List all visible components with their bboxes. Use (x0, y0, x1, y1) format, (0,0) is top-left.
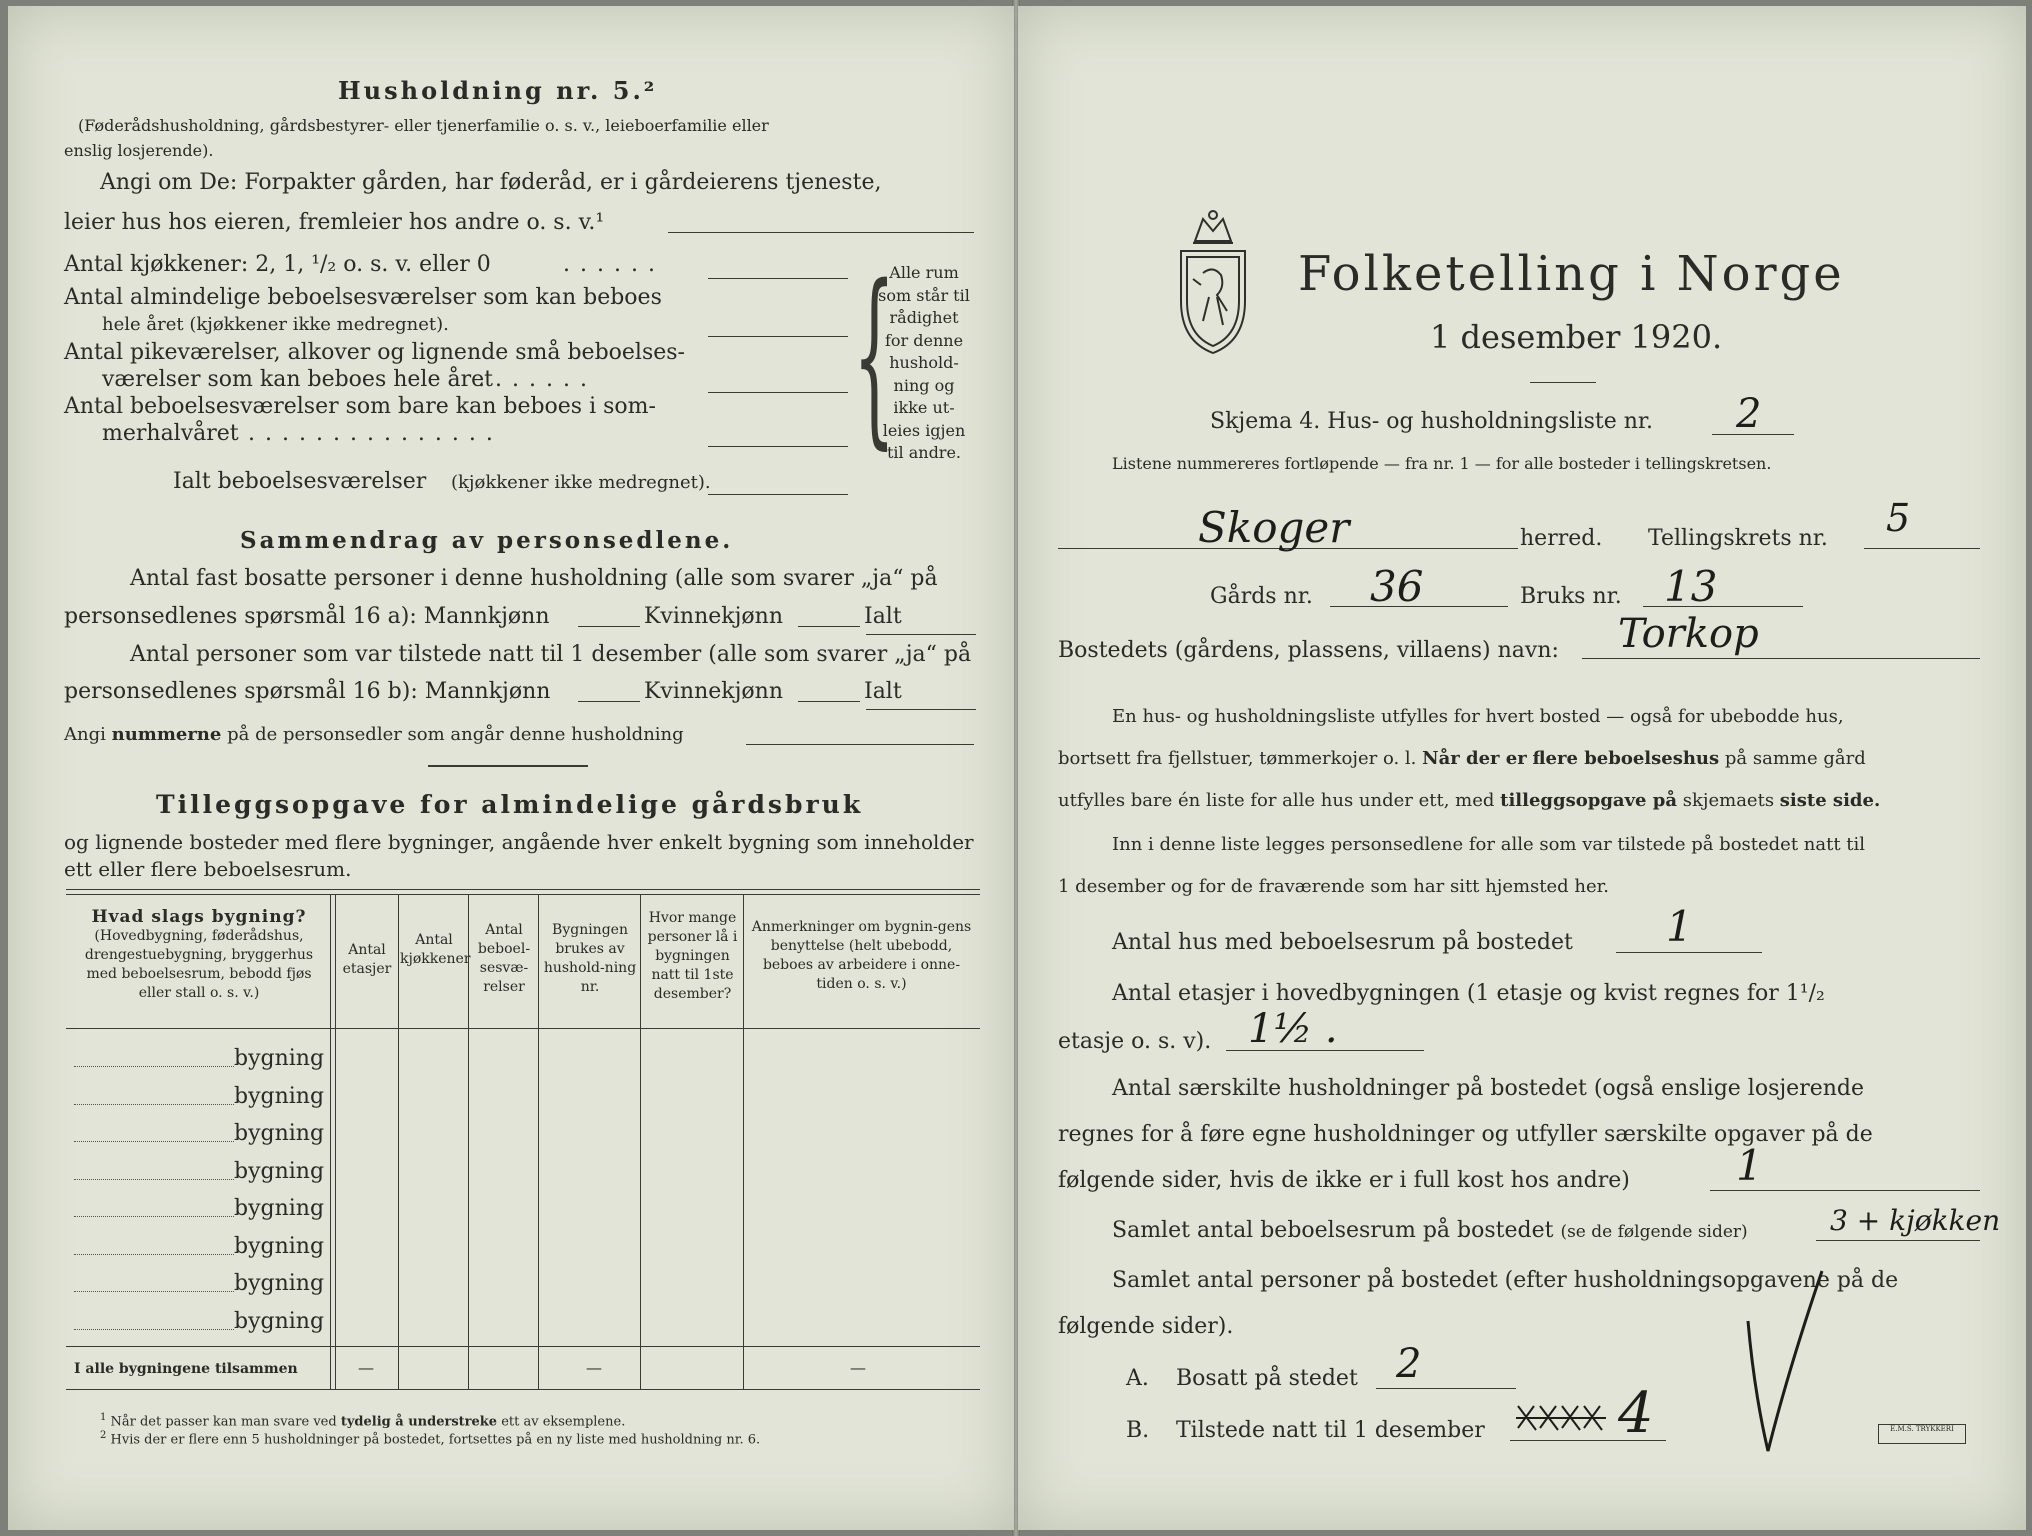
right-page (1018, 6, 2026, 1530)
angi-nummer-b: nummerne (111, 724, 222, 745)
fast-bosatte-line-1: Antal fast bosatte personer i denne husholdning (alle som svarer „ja“ på (130, 566, 938, 591)
footnote-1-b: tydelig å understreke (340, 1414, 498, 1430)
gards-value: 36 (1370, 562, 1424, 611)
instruction-3c: skjemaets (1682, 790, 1775, 811)
bruks-label: Bruks nr. (1520, 584, 1622, 609)
angi-answer-line (668, 232, 974, 233)
col-header-etasjer: Antal etasjer (342, 942, 392, 977)
tilstede-value: 4 (1618, 1381, 1654, 1446)
instruction-2a: bortsett fra fjellstuer, tømmerkojer o. l. (1058, 748, 1417, 769)
total-dash: — (850, 1358, 866, 1377)
total-dash: — (358, 1358, 374, 1377)
table-row-label: bygning (234, 1083, 325, 1109)
tilstede-ialt-line (866, 709, 976, 710)
table-col-divider (743, 894, 744, 1389)
sammendrag-title: Sammendrag av personsedlene. (240, 527, 734, 554)
table-bottom-rule (66, 1389, 980, 1390)
fast-ialt-line (866, 634, 976, 635)
tilstede-line-2: personsedlenes spørsmål 16 b): Mannkjønn (64, 679, 551, 704)
brace-note-line: ning og (893, 375, 955, 395)
husholdning-desc-2: enslig losjerende). (64, 141, 214, 160)
brace-note-line: til andre. (886, 443, 962, 462)
listene-note: Listene nummereres fortløpende — fra nr. 1 — for alle bosteder i tellingskretsen. (1112, 454, 1772, 473)
table-col-divider (468, 894, 469, 1389)
sommer-label-2: merhalvåret (102, 421, 239, 446)
col-header-vaerelser: Antal beboel-sesvæ-relser (477, 922, 531, 995)
col-header-anmerk: Anmerkninger om bygnin-gens benyttelse (helt ubebodd, beboes av arbeidere i onne-tiden o. s. v.) (751, 919, 972, 992)
instruction-line-1: En hus- og husholdningsliste utfylles for hvert bosted — også for ubebodde hus, (1112, 706, 1844, 727)
fast-mann-line (578, 626, 640, 627)
tilstede-line-1: Antal personer som var tilstede natt til 1 desember (alle som svarer „ja“ på (130, 642, 972, 667)
col-header-brukes: Bygningen brukes av hushold-ning nr. (543, 922, 637, 995)
sommer-dots: ............... (248, 421, 503, 446)
table-top-rule-2 (66, 894, 980, 895)
fast-bosatte-line-2: personsedlenes spørsmål 16 a): Mannkjønn (64, 604, 550, 629)
table-row-label: bygning (234, 1233, 325, 1259)
herred-value: Skoger (1198, 503, 1350, 552)
husholdning-desc: (Føderådshusholdning, gårdsbestyrer- eller tjenerfamilie o. s. v., leieboerfamilie eller (78, 116, 769, 135)
col-header-personer: Hvor mange personer lå i bygningen natt til 1ste desember? (647, 910, 738, 1002)
table-row-label: bygning (234, 1046, 325, 1071)
col-header-hvad (68, 908, 330, 1003)
saerskilte-label-1: Antal særskilte husholdninger på bostedet (også enslige losjerende (1112, 1076, 1865, 1101)
footnote-2-mark: 2 (100, 1430, 107, 1441)
form-title: Folketelling i Norge (1298, 246, 1845, 302)
saerskilte-value: 1 (1736, 1141, 1763, 1190)
sommer-answer-line (708, 446, 848, 447)
tillegg-line-1: og lignende bosteder med flere bygninger, angående hver enkelt bygning som inneholder (64, 830, 974, 854)
antal-etasjer-label-2: etasje o. s. v). (1058, 1029, 1212, 1054)
pike-answer-line (708, 392, 848, 393)
brace-note-line: rådighet (889, 308, 959, 327)
bosatt-answer-line (1376, 1388, 1516, 1389)
footnote-1-c: ett av eksemplene. (501, 1414, 626, 1430)
left-page (8, 6, 1014, 1530)
instruction-2c: flere beboelseshus (1532, 748, 1720, 769)
table-col-divider (538, 894, 539, 1389)
sommer-label: Antal beboelsesværelser som bare kan beboes i som- (64, 394, 656, 419)
table-row-label: bygning (234, 1196, 325, 1221)
angi-line-2: leier hus hos eieren, fremleier hos andre o. s. v.¹ (64, 210, 605, 235)
row-dotted-line (74, 1179, 234, 1180)
antal-hus-value: 1 (1666, 902, 1693, 951)
bosatt-letter: A. (1126, 1366, 1149, 1391)
tilstede-letter: B. (1126, 1418, 1150, 1443)
row-dotted-line (74, 1329, 234, 1330)
angi-nummer-c: på de personsedler som angår denne husholdning (227, 724, 684, 745)
samlet-personer-label-2: følgende sider). (1058, 1314, 1234, 1339)
brace-note-line: som står til (878, 285, 970, 305)
angi-nummer-line (746, 744, 974, 745)
form-date: 1 desember 1920. (1430, 318, 1723, 356)
kjokkener-label: Antal kjøkkener: 2, 1, ¹/₂ o. s. v. eller 0 (64, 252, 491, 277)
row-dotted-line (74, 1291, 234, 1292)
table-col-divider (330, 894, 331, 1389)
antal-hus-label: Antal hus med beboelsesrum på bostedet (1112, 930, 1573, 955)
pike-dots: ....... (478, 367, 597, 392)
skjema-label: Skjema 4. Hus- og husholdningsliste nr. (1210, 409, 1653, 434)
instruction-line-5: 1 desember og for de fraværende som har sitt hjemsted her. (1058, 876, 1609, 897)
almindelige-label-2: hele året (kjøkkener ikke medregnet). (102, 314, 449, 335)
tillegg-title: Tilleggsopgave for almindelige gårdsbruk (156, 790, 864, 819)
antal-etasjer-value: 1½ . (1248, 1006, 1338, 1052)
tellingskrets-label: Tellingskrets nr. (1648, 526, 1828, 551)
table-total-rule (66, 1346, 980, 1347)
antal-hus-answer-line (1616, 952, 1762, 953)
almindelige-label: Antal almindelige beboelsesværelser som kan beboes (64, 285, 662, 310)
crossed-out-writing-icon (1514, 1398, 1624, 1438)
bruks-value: 13 (1664, 562, 1718, 611)
saerskilte-label-3: følgende sider, hvis de ikke er i full kost hos andre) (1058, 1168, 1630, 1193)
table-header-rule (66, 1028, 980, 1029)
tilstede-kvinne-label: Kvinnekjønn (644, 679, 783, 704)
gards-label: Gårds nr. (1210, 584, 1313, 609)
bostedets-label: Bostedets (gårdens, plassens, villaens) navn: (1058, 638, 1559, 663)
footnote-2: Hvis der er flere enn 5 husholdninger på bostedet, fortsettes på en ny liste med husholdning nr. 6. (110, 1432, 761, 1448)
almindelige-answer-line (708, 336, 848, 337)
bosted-answer-line (1582, 658, 1980, 659)
saerskilte-label-2: regnes for å føre egne husholdninger og utfyller særskilte opgaver på de (1058, 1122, 1873, 1147)
pike-label: Antal pikeværelser, alkover og lignende små beboelses- (64, 340, 685, 365)
skjema-nr-value: 2 (1736, 391, 1762, 437)
total-dash: — (586, 1358, 602, 1377)
bosatt-value: 2 (1396, 1341, 1422, 1387)
instruction-3a: utfylles bare én liste for alle hus under ett, med (1058, 790, 1495, 811)
ialt-note: (kjøkkener ikke medregnet). (451, 472, 711, 493)
samlet-rum-note: (se de følgende sider) (1560, 1222, 1748, 1242)
brace-note (874, 262, 974, 465)
brace-note-line: hushold- (889, 353, 959, 372)
table-col-divider (398, 894, 399, 1389)
fast-kvinne-line (798, 626, 860, 627)
brace-note-line: for denne (884, 330, 964, 350)
kjokkener-dots: ...... (563, 252, 665, 277)
tilstede-mann-line (578, 701, 640, 702)
saerskilte-answer-line (1710, 1190, 1980, 1191)
instruction-line-4: Inn i denne liste legges personsedlene for alle som var tilstede på bostedet natt til (1112, 834, 1866, 855)
samlet-rum-value: 3 + kjøkken (1830, 1204, 2001, 1237)
instruction-3d: siste side. (1779, 790, 1881, 811)
footnote-1-a: Når det passer kan man svare ved (110, 1414, 337, 1430)
col-header-kjokkener: Antal kjøkkener (400, 932, 471, 967)
samlet-rum-answer-line (1816, 1240, 1980, 1241)
tellingskrets-answer-line (1864, 548, 1980, 549)
col-header-hvad-title: Hvad slags bygning? (91, 907, 307, 927)
table-top-rule (66, 889, 980, 890)
col-header-hvad-desc: (Hovedbygning, føderådshus, drengestuebygning, bryggerhus med beboelsesrum, bebodd fjøs eller stall o. s. v.) (84, 928, 314, 1001)
fast-kvinne-label: Kvinnekjønn (644, 604, 783, 629)
samlet-rum-label: Samlet antal beboelsesrum på bostedet (1112, 1218, 1554, 1243)
row-dotted-line (74, 1216, 234, 1217)
bosatt-label: Bosatt på stedet (1176, 1366, 1358, 1391)
husholdning-title: Husholdning nr. 5.² (338, 76, 658, 105)
printer-stamp: E.M.S. TRYKKERI (1878, 1424, 1966, 1444)
table-col-divider (640, 894, 641, 1389)
row-dotted-line (74, 1141, 234, 1142)
bosted-value: Torkop (1618, 611, 1759, 657)
brace-note-line: leies igjen (882, 420, 966, 440)
table-row-label: bygning (234, 1158, 325, 1184)
brace-icon: { (853, 245, 896, 466)
handwritten-check-mark-icon (1738, 1261, 1828, 1461)
antal-etasjer-label: Antal etasjer i hovedbygningen (1 etasje og kvist regnes for 1¹/₂ (1112, 981, 1825, 1006)
footnote-1-mark: 1 (100, 1412, 107, 1423)
angi-nummer-a: Angi (64, 724, 106, 745)
row-dotted-line (74, 1104, 234, 1105)
herred-label: herred. (1520, 526, 1603, 551)
row-dotted-line (74, 1066, 234, 1067)
tilstede-kvinne-line (798, 701, 860, 702)
tillegg-line-2: ett eller flere beboelsesrum. (64, 857, 352, 881)
norway-coat-of-arms-icon (1173, 201, 1253, 357)
table-row-label: bygning (234, 1121, 325, 1146)
pike-label-2: værelser som kan beboes hele året (102, 367, 493, 392)
kjokkener-answer-line (708, 278, 848, 279)
tilstede-ialt-label: Ialt (864, 679, 902, 704)
title-divider (1530, 382, 1596, 383)
tilstede-label: Tilstede natt til 1 desember (1176, 1418, 1485, 1443)
angi-line-1: Angi om De: Forpakter gården, har føderåd, er i gårdeierens tjeneste, (100, 170, 882, 195)
instruction-2b: Når der er (1422, 748, 1527, 769)
fast-ialt-label: Ialt (864, 604, 902, 629)
instruction-3b: tilleggsopgave på (1500, 790, 1678, 811)
table-row-label: bygning (234, 1271, 325, 1296)
ialt-answer-line (708, 494, 848, 495)
row-dotted-line (74, 1254, 234, 1255)
tellingskrets-value: 5 (1886, 496, 1911, 540)
brace-note-line: ikke ut- (893, 398, 955, 417)
ialt-label: Ialt beboelsesværelser (173, 469, 427, 494)
total-label: I alle bygningene tilsammen (74, 1361, 298, 1377)
table-row-label: bygning (234, 1308, 325, 1334)
brace-note-line: Alle rum (889, 263, 959, 282)
section-divider (428, 765, 588, 767)
instruction-2d: på samme gård (1724, 748, 1866, 769)
samlet-personer-label-1: Samlet antal personer på bostedet (efter husholdningsopgavene på de (1112, 1268, 1899, 1293)
